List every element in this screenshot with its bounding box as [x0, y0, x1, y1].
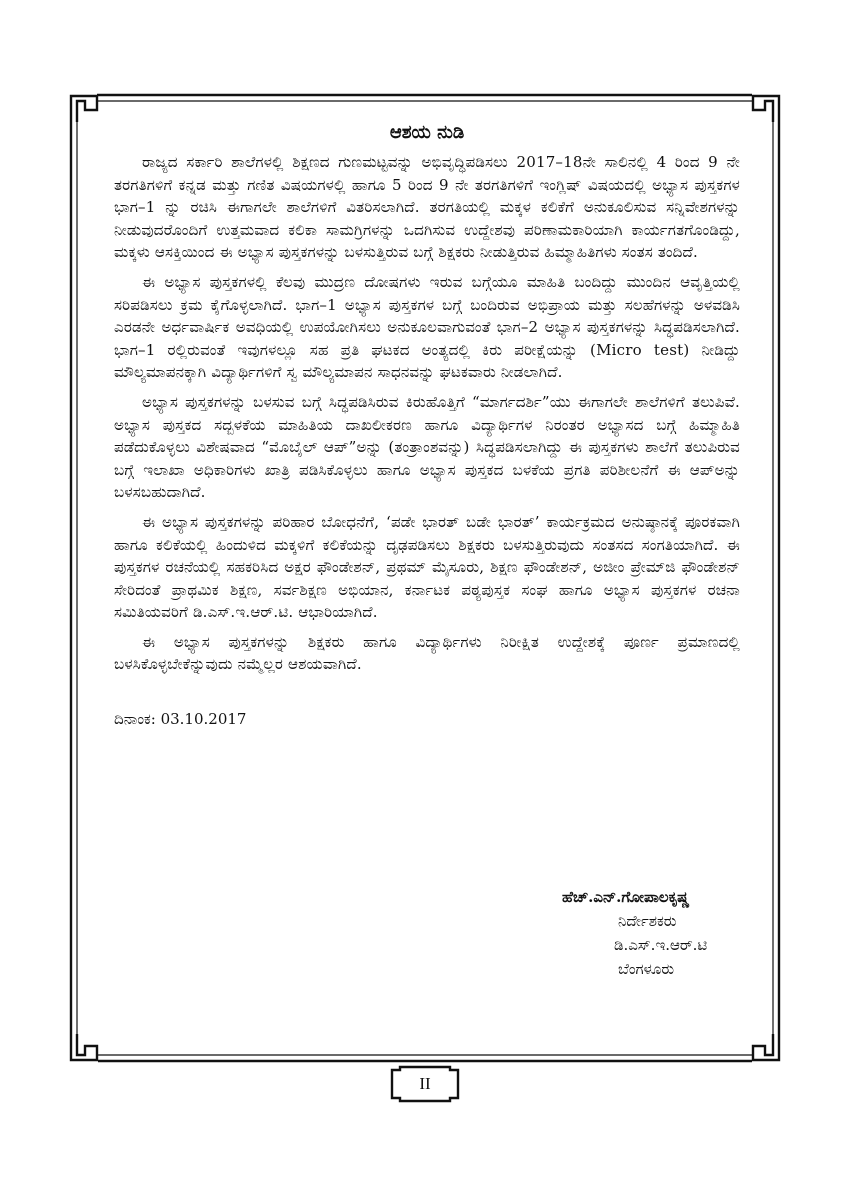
date-value: 03.10.2017: [160, 710, 247, 729]
paragraph-4: ಈ ಅಭ್ಯಾಸ ಪುಸ್ತಕಗಳನ್ನು ಪರಿಹಾರ ಬೋಧನೆಗೆ, ‘ಪಡೇ ಭಾರತ್ ಬಡೇ ಭಾರತ್’ ಕಾರ್ಯಕ್ರಮದ ಅನುಷ್ಠಾನಕ್ಕೆ ಪೂರಕವಾಗಿ ಹಾಗೂ ಕಲಿಕೆಯಲ್ಲಿ ಹಿಂದುಳಿದ ಮಕ್ಕಳಿಗೆ ಕಲಿಕೆಯನ್ನು ದೃಢಪಡಿಸಲು ಶಿಕ್ಷಕರು ಬಳಸುತ್ತಿರುವುದು ಸಂತಸದ ಸಂಗತಿಯಾಗಿದೆ. ಈ ಪುಸ್ತಕಗಳ ರಚನೆಯಲ್ಲಿ ಸಹಕರಿಸಿದ ಅಕ್ಷರ ಫೌಂಡೇಶನ್, ಪ್ರಥಮ್ ಮೈಸೂರು, ಶಿಕ್ಷಣ ಫೌಂಡೇಶನ್, ಅಜೀಂ ಪ್ರೇಮ್‌ಜಿ ಫೌಂಡೇಶನ್ ಸೇರಿದಂತೆ ಪ್ರಾಥಮಿಕ ಶಿಕ್ಷಣ, ಸರ್ವಶಿಕ್ಷಣ ಅಭಿಯಾನ, ಕರ್ನಾಟಕ ಪಠ್ಯಪುಸ್ತಕ ಸಂಘ ಹಾಗೂ ಅಭ್ಯಾಸ ಪುಸ್ತಕಗಳ ರಚನಾ ಸಮಿತಿಯವರಿಗೆ ಡಿ.ಎಸ್.ಇ.ಆರ್.ಟಿ. ಆಭಾರಿಯಾಗಿದೆ.: [114, 512, 740, 622]
signatory-organization: ಡಿ.ಎಸ್.ಇ.ಆರ್.ಟಿ: [614, 936, 708, 954]
paragraph-5: ಈ ಅಭ್ಯಾಸ ಪುಸ್ತಕಗಳನ್ನು ಶಿಕ್ಷಕರು ಹಾಗೂ ವಿದ್ಯಾರ್ಥಿಗಳು ನಿರೀಕ್ಷಿತ ಉದ್ದೇಶಕ್ಕೆ ಪೂರ್ಣ ಪ್ರಮಾಣದಲ್ಲಿ ಬಳಸಿಕೊಳ್ಳಬೇಕೆನ್ನುವುದು ನಮ್ಮೆಲ್ಲರ ಆಶಯವಾಗಿದೆ.: [114, 632, 740, 674]
signatory-designation: ನಿರ್ದೇಶಕರು: [618, 912, 677, 930]
page-number: II: [419, 1074, 431, 1093]
foreword-content: [114, 122, 740, 728]
signatory-name: ಹೆಚ್.ಎನ್.ಗೋಪಾಲಕೃಷ್ಣ: [562, 888, 690, 906]
paragraph-1: ರಾಜ್ಯದ ಸರ್ಕಾರಿ ಶಾಲೆಗಳಲ್ಲಿ ಶಿಕ್ಷಣದ ಗುಣಮಟ್ಟವನ್ನು ಅಭಿವೃದ್ಧಿಪಡಿಸಲು 2017–18ನೇ ಸಾಲಿನಲ್ಲಿ 4 ರಿಂದ 9 ನೇ ತರಗತಿಗಳಿಗೆ ಕನ್ನಡ ಮತ್ತು ಗಣಿತ ವಿಷಯಗಳಲ್ಲಿ ಹಾಗೂ 5 ರಿಂದ 9 ನೇ ತರಗತಿಗಳಿಗೆ ಇಂಗ್ಲಿಷ್ ವಿಷಯದಲ್ಲಿ ಅಭ್ಯಾಸ ಪುಸ್ತಕಗಳ ಭಾಗ–1 ನ್ನು ರಚಿಸಿ ಈಗಾಗಲೇ ಶಾಲೆಗಳಿಗೆ ವಿತರಿಸಲಾಗಿದೆ. ತರಗತಿಯಲ್ಲಿ ಮಕ್ಕಳ ಕಲಿಕೆಗೆ ಅನುಕೂಲಿಸುವ ಸನ್ನಿವೇಶಗಳನ್ನು ನೀಡುವುದರೊಂದಿಗೆ ಉತ್ತಮವಾದ ಕಲಿಕಾ ಸಾಮಗ್ರಿಗಳನ್ನು ಒದಗಿಸುವ ಉದ್ದೇಶವು ಪರಿಣಾಮಕಾರಿಯಾಗಿ ಕಾರ್ಯಗತಗೊಂಡಿದ್ದು, ಮಕ್ಕಳು ಆಸಕ್ತಿಯಿಂದ ಈ ಅಭ್ಯಾಸ ಪುಸ್ತಕಗಳನ್ನು ಬಳಸುತ್ತಿರುವ ಬಗ್ಗೆ ಶಿಕ್ಷಕರು ನೀಡುತ್ತಿರುವ ಹಿಮ್ಮಾಹಿತಿಗಳು ಸಂತಸ ತಂದಿದೆ.: [114, 153, 740, 262]
date-line: [114, 710, 740, 728]
paragraph-3: ಅಭ್ಯಾಸ ಪುಸ್ತಕಗಳನ್ನು ಬಳಸುವ ಬಗ್ಗೆ ಸಿದ್ಧಪಡಿಸಿರುವ ಕಿರುಹೊತ್ತಿಗೆ “ಮಾರ್ಗದರ್ಶಿ”ಯು ಈಗಾಗಲೇ ಶಾಲೆಗಳಿಗೆ ತಲುಪಿವೆ. ಅಭ್ಯಾಸ ಪುಸ್ತಕದ ಸದ್ಬಳಕೆಯ ಮಾಹಿತಿಯ ದಾಖಲೀಕರಣ ಹಾಗೂ ವಿದ್ಯಾರ್ಥಿಗಳ ನಿರಂತರ ಅಭ್ಯಾಸದ ಬಗ್ಗೆ ಹಿಮ್ಮಾಹಿತಿ ಪಡೆದುಕೊಳ್ಳಲು ವಿಶೇಷವಾದ “ಮೊಬೈಲ್ ಆಪ್”ಅನ್ನು (ತಂತ್ರಾಂಶವನ್ನು) ಸಿದ್ಧಪಡಿಸಲಾಗಿದ್ದು ಈ ಪುಸ್ತಕಗಳು ಶಾಲೆಗೆ ತಲುಪಿರುವ ಬಗ್ಗೆ ಇಲಾಖಾ ಅಧಿಕಾರಿಗಳು ಖಾತ್ರಿ ಪಡಿಸಿಕೊಳ್ಳಲು ಹಾಗೂ ಅಭ್ಯಾಸ ಪುಸ್ತಕದ ಬಳಕೆಯ ಪ್ರಗತಿ ಪರಿಶೀಲನೆಗೆ ಈ ಆಪ್‌ಅನ್ನು ಬಳಸಬಹುದಾಗಿದೆ.: [114, 392, 740, 502]
date-label: ದಿನಾಂಕ:: [114, 710, 156, 729]
signatory-city: ಬೆಂಗಳೂರು: [618, 960, 675, 978]
signature-block: [562, 885, 762, 981]
paragraph-2: ಈ ಅಭ್ಯಾಸ ಪುಸ್ತಕಗಳಲ್ಲಿ ಕೆಲವು ಮುದ್ರಣ ದೋಷಗಳು ಇರುವ ಬಗ್ಗೆಯೂ ಮಾಹಿತಿ ಬಂದಿದ್ದು ಮುಂದಿನ ಆವೃತ್ತಿಯಲ್ಲಿ ಸರಿಪಡಿಸಲು ಕ್ರಮ ಕೈಗೊಳ್ಳಲಾಗಿದೆ. ಭಾಗ–1 ಅಭ್ಯಾಸ ಪುಸ್ತಕಗಳ ಬಗ್ಗೆ ಬಂದಿರುವ ಅಭಿಪ್ರಾಯ ಮತ್ತು ಸಲಹೆಗಳನ್ನು ಅಳವಡಿಸಿ ಎರಡನೇ ಅರ್ಧವಾರ್ಷಿಕ ಅವಧಿಯಲ್ಲಿ ಉಪಯೋಗಿಸಲು ಅನುಕೂಲವಾಗುವಂತೆ ಭಾಗ–2 ಅಭ್ಯಾಸ ಪುಸ್ತಕಗಳನ್ನು ಸಿದ್ಧಪಡಿಸಲಾಗಿದೆ. ಭಾಗ–1 ರಲ್ಲಿರುವಂತೆ ಇವುಗಳಲ್ಲೂ ಸಹ ಪ್ರತಿ ಘಟಕದ ಅಂತ್ಯದಲ್ಲಿ ಕಿರು ಪರೀಕ್ಷೆಯನ್ನು (Micro test) ನೀಡಿದ್ದು ಮೌಲ್ಯಮಾಪನಕ್ಕಾಗಿ ವಿದ್ಯಾರ್ಥಿಗಳಿಗೆ ಸ್ವ ಮೌಲ್ಯಮಾಪನ ಸಾಧನವನ್ನು ಘಟಕವಾರು ನೀಡಲಾಗಿದೆ.: [114, 272, 740, 382]
page-title: ಆಶಯ ನುಡಿ: [389, 122, 465, 143]
